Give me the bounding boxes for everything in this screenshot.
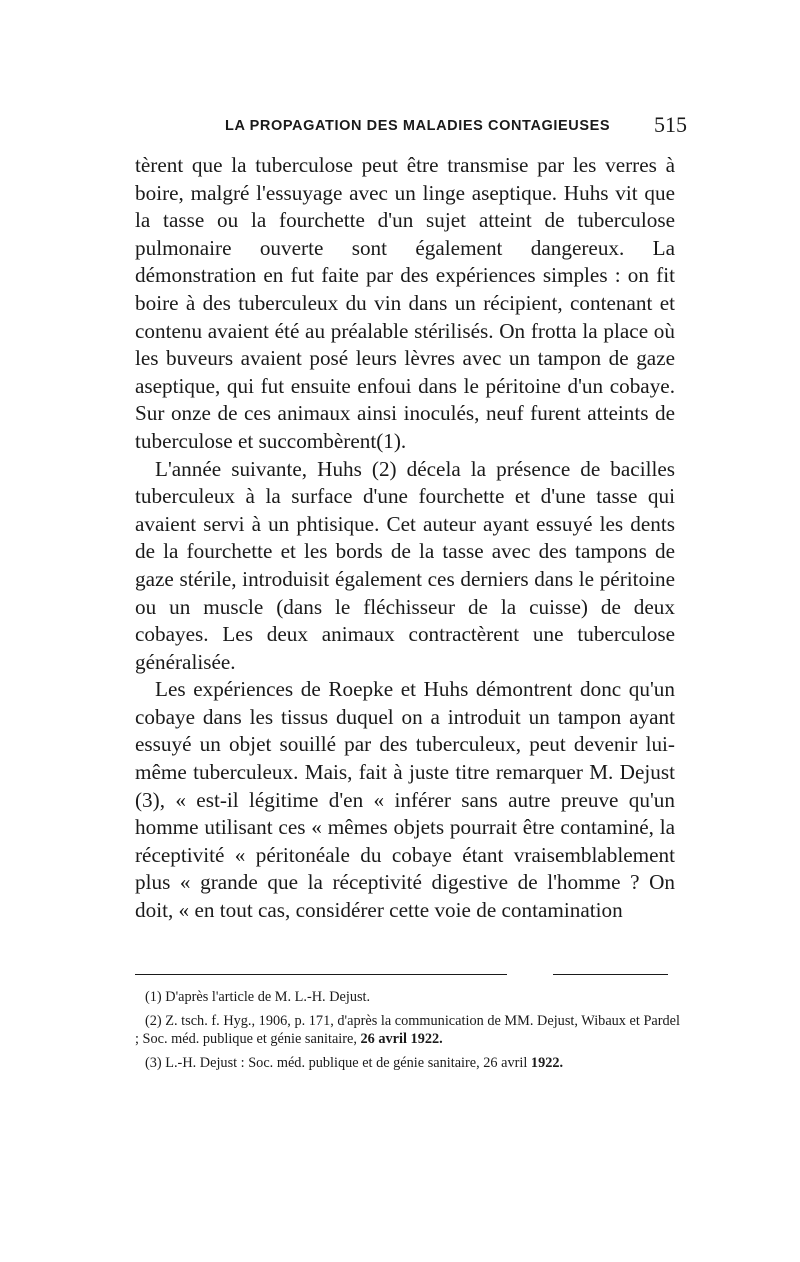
paragraph-1: tèrent que la tuberculose peut être transmise par les verres à boire, malgré l'essuyage avec un linge aseptique. Huhs vit que la tasse ou la fourchette d'un sujet atteint de tuberculose pulmonaire ouverte sont également dangereux. La démonstration en fut faite par des expériences simples : on fit boire à des tuberculeux du vin dans un récipient, contenant et contenu avaient été au préalable stérilisés. On frotta la place où les buveurs avaient posé leurs lèvres avec un tampon de gaze aseptique, qui fut ensuite enfoui dans le péritoine d'un cobaye. Sur onze de ces animaux ainsi inoculés, neuf furent atteints de tuberculose et succombèrent(1). — [135, 153, 675, 453]
footnote-3 — [135, 1054, 680, 1072]
footnote-2-text: (2) Z. tsch. f. Hyg., 1906, p. 171, d'après la communication de MM. Dejust, Wibaux et Pardel ; Soc. méd. publique et génie sanitaire, — [135, 1013, 680, 1047]
footnote-separator — [135, 974, 507, 975]
paragraph-3: Les expériences de Roepke et Huhs démontrent donc qu'un cobaye dans les tissus duquel on a introduit un tampon ayant essuyé un objet souillé par des tuberculeux, peut devenir lui-même tuberculeux. Mais, fait à juste titre remarquer M. Dejust (3), « est-il légitime d'en « inférer sans autre preuve qu'un homme utilisant ces « mêmes objets pourrait être contaminé, la réceptivité « péritonéale du cobaye étant vraisemblablement plus « grande que la réceptivité digestive de l'homme ? On doit, « en tout cas, considérer cette voie de contamination — [135, 677, 675, 923]
footnote-3-year: 1922. — [530, 1055, 564, 1071]
page-header — [135, 112, 687, 142]
footnotes — [135, 988, 680, 1078]
page-number: 515 — [654, 112, 687, 137]
footnote-1: (1) D'après l'article de M. L.-H. Dejust. — [145, 989, 371, 1005]
running-title: LA PROPAGATION DES MALADIES CONTAGIEUSES — [225, 118, 611, 134]
footnote-2-date: 26 avril 1922. — [360, 1031, 443, 1047]
body-text — [135, 152, 675, 925]
footnote-separator-short — [553, 974, 668, 975]
footnote-2 — [135, 1012, 680, 1048]
paragraph-2: L'année suivante, Huhs (2) décela la présence de bacilles tuberculeux à la surface d'une fourchette et d'une tasse qui avaient servi à un phtisique. Cet auteur ayant essuyé les dents de la fourchette et les bords de la tasse avec des tampons de gaze stérile, introduisit également ces derniers dans le péritoine ou un muscle (dans le fléchisseur de la cuisse) de deux cobayes. Les deux animaux contractèrent une tuberculose généralisée. — [135, 456, 675, 674]
footnote-3-text: (3) L.-H. Dejust : Soc. méd. publique et de génie sanitaire, 26 avril — [145, 1055, 528, 1071]
